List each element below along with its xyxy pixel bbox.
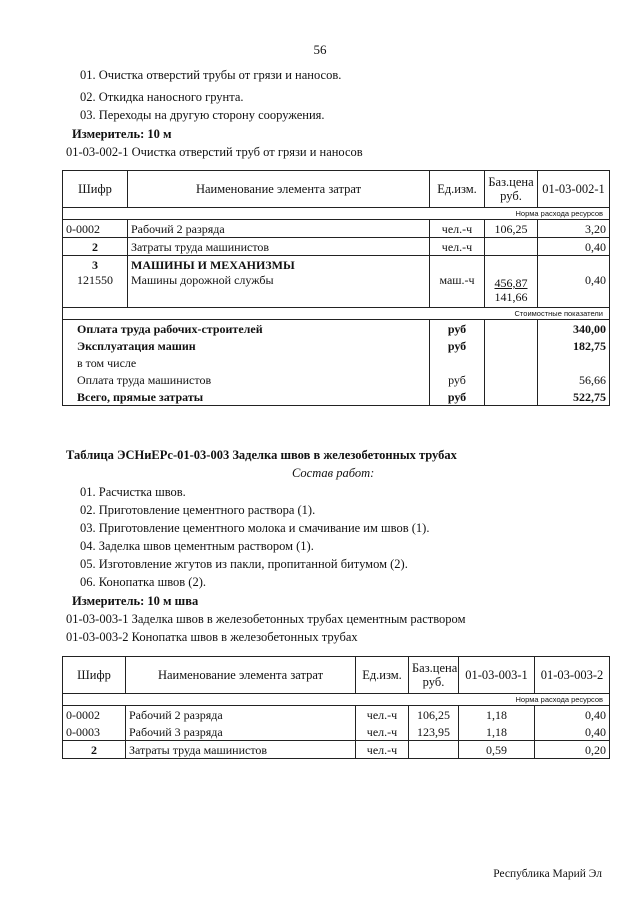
cost-value: 340,00 — [538, 320, 610, 338]
cell-value: 0,59 — [459, 741, 535, 759]
cost-name: Эксплуатация машин — [63, 337, 430, 354]
meter-line: Измеритель: 10 м — [72, 127, 172, 141]
cell-price: 106,25 — [485, 220, 538, 238]
col-header-price: Баз.цена руб. — [409, 657, 459, 694]
code-line: 01-03-002-1 Очистка отверстий труб от грязи и наносов — [66, 145, 363, 159]
cell-price — [409, 741, 459, 759]
table-subtitle: Состав работ: — [292, 466, 375, 480]
resource-table-2 — [62, 656, 610, 759]
cell-value: 1,18 — [459, 723, 535, 741]
cell-unit: чел.-ч — [356, 723, 409, 741]
cost-value: 522,75 — [538, 388, 610, 406]
page-number: 56 — [313, 42, 327, 57]
table-row — [63, 273, 610, 308]
cell-name: Рабочий 3 разряда — [126, 723, 356, 741]
table-row — [63, 723, 610, 741]
cost-row — [63, 337, 610, 354]
cell-name: Машины дорожной службы — [128, 273, 430, 308]
cost-row — [63, 388, 610, 406]
cost-name: в том числе — [63, 354, 430, 371]
cell-value: 3,20 — [538, 220, 610, 238]
cell-value: 0,20 — [535, 741, 610, 759]
cell-code: 2 — [63, 238, 128, 256]
col-header-code: Шифр — [63, 657, 126, 694]
table-row — [63, 741, 610, 759]
cost-unit: руб — [430, 388, 485, 406]
cell-price: 123,95 — [409, 723, 459, 741]
step-line: 01. Очистка отверстий трубы от грязи и наносов. — [80, 68, 342, 82]
cost-name: Оплата труда машинистов — [63, 371, 430, 388]
table-title: Таблица ЭСНиЕРс-01-03-003 Заделка швов в железобетонных трубах — [66, 448, 457, 462]
meter-line: Измеритель: 10 м шва — [72, 594, 199, 608]
table-row — [63, 220, 610, 238]
cell-name: МАШИНЫ И МЕХАНИЗМЫ — [128, 256, 430, 274]
cell-price — [485, 273, 538, 308]
cost-row — [63, 371, 610, 388]
cell-value: 0,40 — [538, 238, 610, 256]
cost-unit: руб — [430, 337, 485, 354]
cost-unit: руб — [430, 320, 485, 338]
col-header-norm: 01-03-002-1 — [538, 171, 610, 208]
cell-unit: маш.-ч — [430, 273, 485, 308]
price-value-secondary: 141,66 — [494, 290, 528, 304]
col-header-code: Шифр — [63, 171, 128, 208]
cost-name: Оплата труда рабочих-строителей — [63, 320, 430, 338]
col-header-unit: Ед.изм. — [356, 657, 409, 694]
col-header-unit: Ед.изм. — [430, 171, 485, 208]
cell-price: 106,25 — [409, 706, 459, 724]
norm-label: Норма расхода ресурсов — [63, 694, 610, 706]
step-line: 01. Расчистка швов. — [80, 485, 186, 499]
cell-code: 3 — [63, 256, 128, 274]
step-line: 03. Переходы на другую сторону сооружения. — [80, 108, 325, 122]
step-line: 06. Конопатка швов (2). — [80, 575, 207, 589]
col-header-norm-2: 01-03-003-2 — [535, 657, 610, 694]
cell-name: Рабочий 2 разряда — [126, 706, 356, 724]
cell-value: 1,18 — [459, 706, 535, 724]
col-header-norm-1: 01-03-003-1 — [459, 657, 535, 694]
code-line: 01-03-003-2 Конопатка швов в железобетонных трубах — [66, 630, 358, 644]
col-header-name: Наименование элемента затрат — [128, 171, 430, 208]
cell-code: 0-0003 — [63, 723, 126, 741]
cost-value: 182,75 — [538, 337, 610, 354]
cell-code: 0-0002 — [63, 706, 126, 724]
resource-table-1 — [62, 170, 610, 406]
cell-unit: чел.-ч — [356, 706, 409, 724]
cell-name: Затраты труда машинистов — [126, 741, 356, 759]
col-header-price: Баз.цена руб. — [485, 171, 538, 208]
table-row — [63, 706, 610, 724]
cell-value: 0,40 — [535, 706, 610, 724]
cell-unit: чел.-ч — [430, 220, 485, 238]
norm-label: Норма расхода ресурсов — [63, 208, 610, 220]
cost-value: 56,66 — [538, 371, 610, 388]
step-line: 05. Изготовление жгутов из пакли, пропитанной битумом (2). — [80, 557, 408, 571]
cell-price — [485, 238, 538, 256]
cell-name: Затраты труда машинистов — [128, 238, 430, 256]
col-header-name: Наименование элемента затрат — [126, 657, 356, 694]
cell-code: 121550 — [63, 273, 128, 308]
cost-row — [63, 320, 610, 338]
cost-name: Всего, прямые затраты — [63, 388, 430, 406]
cost-row — [63, 354, 610, 371]
table-row — [63, 238, 610, 256]
step-line: 02. Откидка наносного грунта. — [80, 90, 244, 104]
code-line: 01-03-003-1 Заделка швов в железобетонных трубах цементным раствором — [66, 612, 466, 626]
cost-unit: руб — [430, 371, 485, 388]
step-line: 04. Заделка швов цементным раствором (1). — [80, 539, 314, 553]
step-line: 02. Приготовление цементного раствора (1). — [80, 503, 316, 517]
cell-name: Рабочий 2 разряда — [128, 220, 430, 238]
cell-unit: чел.-ч — [356, 741, 409, 759]
cell-code: 2 — [63, 741, 126, 759]
footer-region: Республика Марий Эл — [493, 868, 602, 880]
cell-value: 0,40 — [535, 723, 610, 741]
step-line: 03. Приготовление цементного молока и смачивание им швов (1). — [80, 521, 430, 535]
cell-code: 0-0002 — [63, 220, 128, 238]
price-value: 456,87 — [494, 276, 528, 290]
table-row — [63, 256, 610, 274]
cell-unit: чел.-ч — [430, 238, 485, 256]
cost-label: Стоимостные показатели — [63, 308, 610, 320]
cell-value: 0,40 — [538, 273, 610, 308]
